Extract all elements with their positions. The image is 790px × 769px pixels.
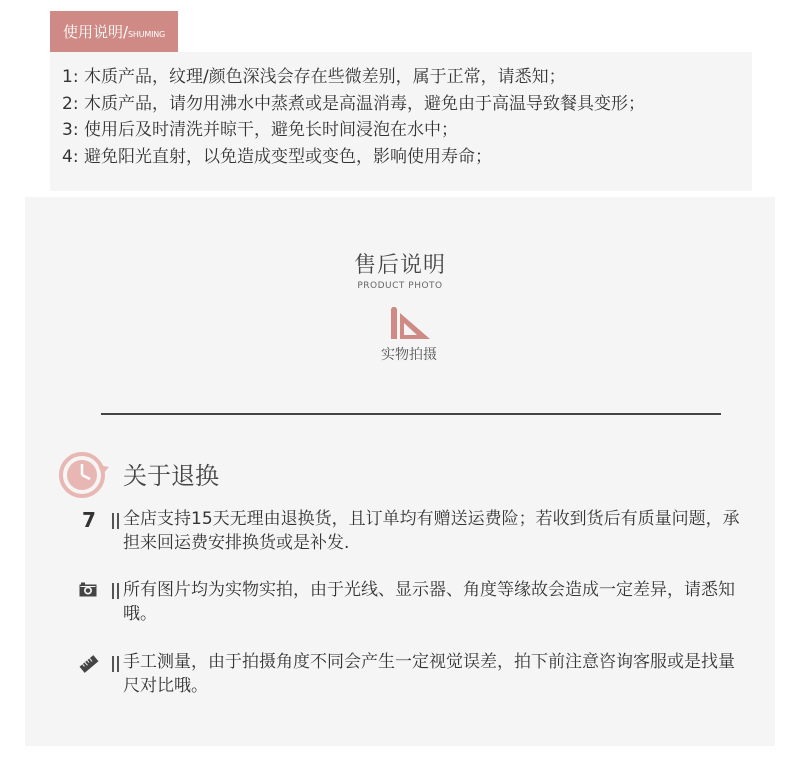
usage-line: 1: 木质产品，纹理/颜色深浅会存在些微差别，属于正常，请悉知； (62, 67, 566, 87)
section-divider (101, 413, 721, 415)
after-sales-panel (25, 197, 775, 746)
usage-tab-sublabel: SHUMING (128, 29, 166, 39)
usage-line: 2: 木质产品，请勿用沸水中蒸煮或是高温消毒，避免由于高温导致餐具变形； (62, 93, 645, 114)
policy-bar (112, 656, 119, 672)
ruler-icon (79, 654, 99, 674)
usage-line: 4: 避免阳光直射，以免造成变型或变色，影响使用寿命； (62, 146, 492, 167)
usage-instructions-tab (50, 11, 178, 52)
policy-text: 手工测量，由于拍摄角度不同会产生一定视觉误差，拍下前注意咨询客服或是找量尺对比哦。 (123, 652, 735, 696)
usage-tab-label: 使用说明/ (62, 23, 129, 41)
returns-title: 关于退换 (123, 462, 219, 490)
camera-icon (79, 582, 97, 597)
clock-return-icon (58, 451, 110, 499)
usage-instructions-box (50, 52, 752, 191)
policy-bar (112, 513, 119, 529)
policy-text: 所有图片均为实物实拍，由于光线、显示器、角度等缘故会造成一定差异，请悉知哦。 (123, 580, 735, 624)
photo-label: 实物拍摄 (381, 347, 437, 363)
pencil-triangle-icon (388, 307, 432, 341)
policy-bar (112, 583, 119, 599)
seven-day-icon: 7 (82, 508, 96, 532)
after-sales-subtitle: PRODUCT PHOTO (357, 281, 443, 291)
usage-line: 3: 使用后及时清洗并晾干，避免长时间浸泡在水中； (62, 120, 458, 140)
policy-text: 全店支持15天无理由退换货，且订单均有赠送运费险；若收到货后有质量问题，承担来回运费安排换货或是补发. (123, 509, 740, 553)
after-sales-title: 售后说明 (353, 253, 446, 278)
